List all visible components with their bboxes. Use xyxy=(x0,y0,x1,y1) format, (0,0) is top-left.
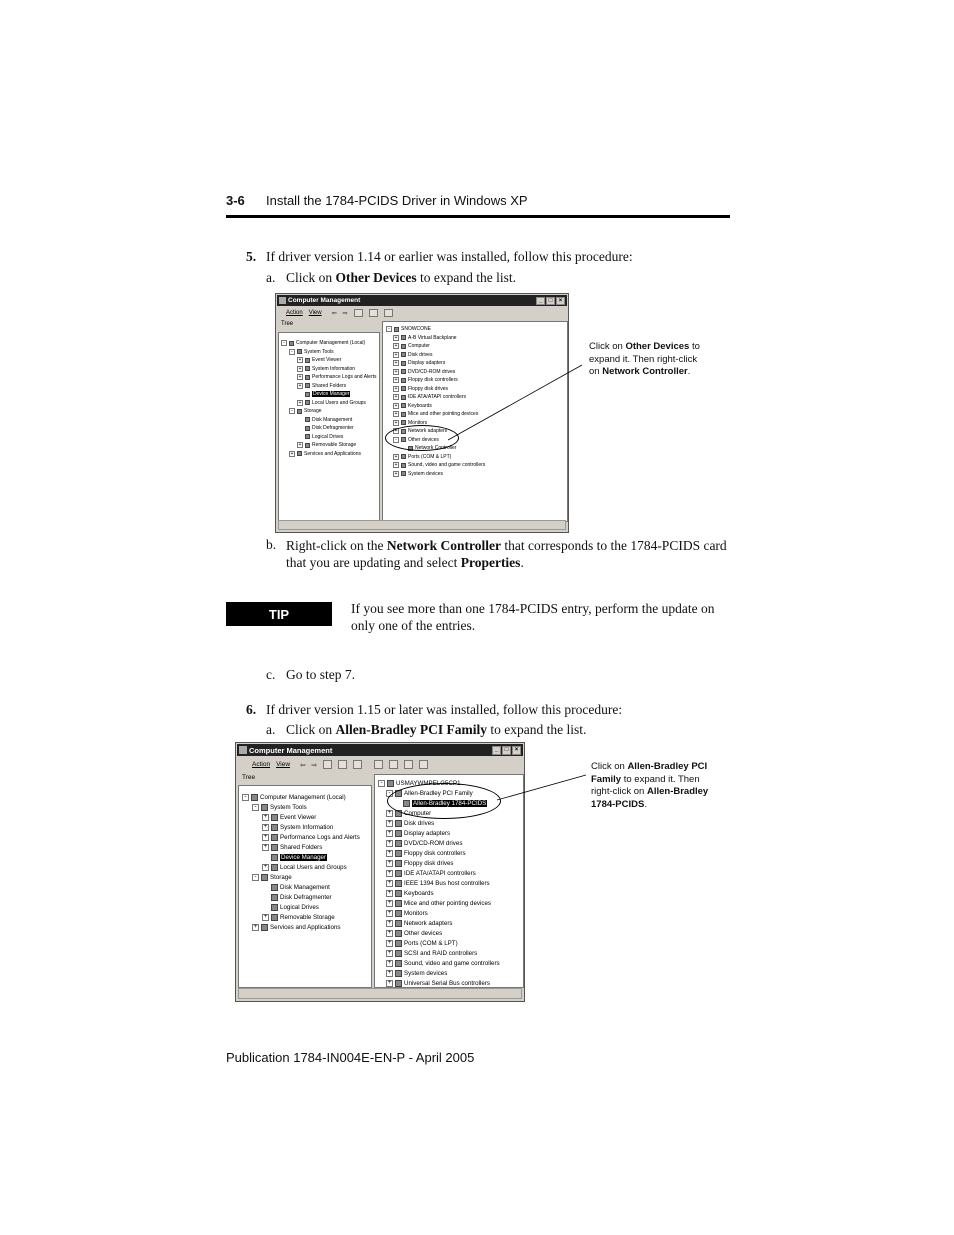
tree-item-label: System Information xyxy=(280,823,334,831)
tree-item-label: Disk Defragmenter xyxy=(280,893,332,901)
step-6-text: If driver version 1.15 or later was installed, follow this procedure: xyxy=(266,702,623,717)
step-5c-text: Go to step 7. xyxy=(286,667,355,682)
expand-icon[interactable]: + xyxy=(298,374,302,381)
page-number: 3-6 xyxy=(226,193,245,208)
tree-item-label: Disk Management xyxy=(312,416,353,423)
expand-icon[interactable]: + xyxy=(394,360,398,367)
tree-item-label: Network adapters xyxy=(408,428,448,435)
tree-item-label: Ports (COM & LPT) xyxy=(404,939,458,947)
tree-item-label: Computer xyxy=(408,343,430,350)
tree-item-label: Keyboards xyxy=(408,402,432,409)
tree-item-label: Display adapters xyxy=(408,360,446,367)
expand-icon[interactable]: + xyxy=(290,450,294,457)
expand-icon[interactable]: + xyxy=(387,939,392,946)
expand-icon[interactable]: + xyxy=(394,343,398,350)
expand-icon[interactable]: + xyxy=(253,923,258,930)
window-1-title: Computer Management xyxy=(288,297,361,304)
expand-icon[interactable]: + xyxy=(394,385,398,392)
menu-action[interactable]: Action xyxy=(252,761,271,768)
tree-item-label: Device Manager xyxy=(313,391,350,398)
tab-tree[interactable]: Tree xyxy=(242,774,256,781)
expand-icon[interactable]: + xyxy=(387,949,392,956)
expand-icon[interactable]: + xyxy=(298,365,302,372)
expand-icon[interactable]: + xyxy=(387,969,392,976)
forward-icon[interactable]: ⇨ xyxy=(342,310,348,317)
expand-icon[interactable]: + xyxy=(263,813,268,820)
tree-item-label: SNOWCONE xyxy=(401,326,431,333)
tree-item-label: Removable Storage xyxy=(280,913,335,921)
collapse-icon[interactable]: - xyxy=(289,408,295,414)
tree-item-label: Computer Management (Local) xyxy=(296,340,366,347)
close-icon[interactable]: × xyxy=(556,297,565,305)
expand-icon[interactable]: + xyxy=(394,334,398,341)
collapse-icon[interactable]: - xyxy=(386,790,393,797)
step-5-number: 5. xyxy=(246,249,257,264)
tree-item-label: Storage xyxy=(270,873,292,881)
expand-icon[interactable]: + xyxy=(263,823,268,830)
forward-icon[interactable]: ⇨ xyxy=(311,761,317,769)
tree-item-label: Event Viewer xyxy=(312,357,342,364)
step-6a-text: Click on Allen-Bradley PCI Family to expand the list. xyxy=(286,722,587,737)
tree-item-label: Universal Serial Bus controllers xyxy=(404,979,490,987)
callout-2: Click on Allen-Bradley PCI Family to expand it. Then right-click on Allen-Bradley 1784-PCIDS. xyxy=(591,761,709,810)
callout-2-leader xyxy=(497,775,586,800)
expand-icon[interactable]: + xyxy=(394,411,398,418)
collapse-icon[interactable]: - xyxy=(378,780,385,787)
tree-item-label: IDE ATA/ATAPI controllers xyxy=(408,394,466,401)
collapse-icon[interactable]: - xyxy=(242,794,249,801)
tip-badge: TIP xyxy=(226,602,332,626)
collapse-icon[interactable]: - xyxy=(289,349,295,355)
expand-icon[interactable]: + xyxy=(394,453,398,460)
tree-item-label: Allen-Bradley 1784-PCIDS xyxy=(413,799,487,807)
maximize-icon[interactable]: □ xyxy=(546,297,555,305)
tree-item-label: Display adapters xyxy=(404,829,451,837)
expand-icon[interactable]: + xyxy=(394,351,398,358)
tree-item-label: Sound, video and game controllers xyxy=(404,959,500,967)
expand-icon[interactable]: + xyxy=(394,470,398,477)
expand-icon[interactable]: + xyxy=(387,979,392,986)
tree-item-label: Other devices xyxy=(404,929,443,937)
highlight-oval-allen-bradley xyxy=(387,783,501,819)
expand-icon[interactable]: + xyxy=(298,357,302,364)
expand-icon[interactable]: + xyxy=(394,394,398,401)
expand-icon[interactable]: + xyxy=(394,462,398,469)
expand-icon[interactable]: + xyxy=(387,959,392,966)
tree-item-label: Disk drives xyxy=(404,819,435,827)
tree-item-label: Mice and other pointing devices xyxy=(408,411,479,418)
tree-item-label: Removable Storage xyxy=(312,442,357,449)
expand-icon[interactable]: + xyxy=(387,929,392,936)
footer-publication: Publication 1784-IN004E-EN-P - April 2005 xyxy=(226,1050,475,1065)
tree-item-label: Sound, video and game controllers xyxy=(408,462,486,469)
tree-item-label: Services and Applications xyxy=(304,450,361,457)
tree-item-label: Keyboards xyxy=(404,889,434,897)
tree-item-label: Event Viewer xyxy=(280,813,317,821)
step-6-number: 6. xyxy=(246,702,257,717)
expand-icon[interactable]: + xyxy=(387,889,392,896)
expand-icon[interactable]: + xyxy=(263,913,268,920)
tree-item-label: Device Manager xyxy=(281,853,327,861)
expand-icon[interactable]: + xyxy=(394,368,398,375)
tree-item-label: Monitors xyxy=(404,909,428,917)
tree-item-label: System Tools xyxy=(270,803,307,811)
highlight-oval-other-devices xyxy=(385,425,459,451)
tree-item-label: IDE ATA/ATAPI controllers xyxy=(404,869,476,877)
menu-view[interactable]: View xyxy=(276,761,291,768)
step-5a-text: Click on Other Devices to expand the list. xyxy=(286,270,516,285)
tree-item-label: Floppy disk controllers xyxy=(408,377,458,384)
expand-icon[interactable]: + xyxy=(387,859,392,866)
step-5-text: If driver version 1.14 or earlier was installed, follow this procedure: xyxy=(266,249,633,264)
page-header-title: Install the 1784-PCIDS Driver in Windows XP xyxy=(266,193,528,208)
tree-item-label: Local Users and Groups xyxy=(280,863,347,871)
tree-item-label: Floppy disk drives xyxy=(404,859,454,867)
tree-item-label: Storage xyxy=(304,408,322,415)
collapse-icon[interactable]: - xyxy=(386,326,392,332)
tree-item-label: Allen-Bradley PCI Family xyxy=(404,789,473,797)
callout-1-leader xyxy=(448,365,582,440)
step-5b-marker: b. xyxy=(266,537,277,552)
expand-icon[interactable]: + xyxy=(394,428,398,435)
expand-icon[interactable]: + xyxy=(387,849,392,856)
step-5b-text: Right-click on the Network Controller that corresponds to the 1784-PCIDS card that you are updating and select Properties. xyxy=(286,538,727,570)
tree-item-label: SCSI and RAID controllers xyxy=(404,949,478,957)
menu-action[interactable]: Action xyxy=(286,310,303,316)
tree-item-label: Other devices xyxy=(408,436,439,443)
tree-item-label: System devices xyxy=(408,470,444,477)
tree-item-label: Computer Management (Local) xyxy=(260,793,346,801)
tree-item-label: DVD/CD-ROM drives xyxy=(408,368,456,375)
tree-item-label: Network Controller xyxy=(415,445,457,452)
tree-item-label: DVD/CD-ROM drives xyxy=(404,839,463,847)
minimize-icon[interactable]: _ xyxy=(492,746,501,755)
tree-item-label: Logical Drives xyxy=(312,433,344,440)
step-5c-marker: c. xyxy=(266,667,276,682)
tree-item-label: Monitors xyxy=(408,419,428,426)
tree-item-label: Disk drives xyxy=(408,351,433,358)
back-icon[interactable]: ⇦ xyxy=(300,761,306,769)
tip-text: If you see more than one 1784-PCIDS entry, perform the update on only one of the entries. xyxy=(351,601,715,633)
back-icon[interactable]: ⇦ xyxy=(331,310,337,317)
collapse-icon[interactable]: - xyxy=(393,437,399,443)
tree-item-label: Computer xyxy=(404,809,432,817)
expand-icon[interactable]: + xyxy=(387,829,392,836)
close-icon[interactable]: × xyxy=(512,746,521,755)
collapse-icon[interactable]: - xyxy=(252,804,259,811)
expand-icon[interactable]: + xyxy=(387,919,392,926)
expand-icon[interactable]: + xyxy=(298,399,302,406)
tree-item-label: Services and Applications xyxy=(270,923,341,931)
collapse-icon[interactable]: - xyxy=(252,874,259,881)
expand-icon[interactable]: + xyxy=(387,809,392,816)
tree-item-label: Local Users and Groups xyxy=(312,399,366,406)
tab-tree[interactable]: Tree xyxy=(281,321,294,327)
expand-icon[interactable]: + xyxy=(387,869,392,876)
expand-icon[interactable]: + xyxy=(298,382,302,389)
tree-item-label: Performance Logs and Alerts xyxy=(312,374,377,381)
tree-item-label: Ports (COM & LPT) xyxy=(408,453,452,460)
minimize-icon[interactable]: _ xyxy=(536,297,545,305)
tree-item-label: Performance Logs and Alerts xyxy=(280,833,360,841)
expand-icon[interactable]: + xyxy=(387,819,392,826)
menu-view[interactable]: View xyxy=(308,310,322,316)
expand-icon[interactable]: + xyxy=(387,839,392,846)
window-2-title: Computer Management xyxy=(249,745,333,755)
expand-icon[interactable]: + xyxy=(394,402,398,409)
tree-item-label: Mice and other pointing devices xyxy=(404,899,492,907)
step-5a-marker: a. xyxy=(266,270,276,285)
maximize-icon[interactable]: □ xyxy=(502,746,511,755)
tree-item-label: Network adapters xyxy=(404,919,453,927)
expand-icon[interactable]: + xyxy=(394,377,398,384)
tree-item-label: System devices xyxy=(404,969,448,977)
expand-icon[interactable]: + xyxy=(387,899,392,906)
tree-item-label: Floppy disk drives xyxy=(408,385,449,392)
expand-icon[interactable]: + xyxy=(387,909,392,916)
tree-item-label: A-B Virtual Backplane xyxy=(408,334,457,341)
tree-item-label: System Information xyxy=(312,365,356,372)
tree-item-label: Shared Folders xyxy=(280,843,323,851)
callout-1: Click on Other Devices to expand it. Then right-click on Network Controller. xyxy=(589,341,700,377)
step-6a-marker: a. xyxy=(266,722,276,737)
collapse-icon[interactable]: - xyxy=(281,340,287,346)
expand-icon[interactable]: + xyxy=(387,879,392,886)
tree-item-label: Shared Folders xyxy=(312,382,347,389)
tree-item-label: System Tools xyxy=(304,348,334,355)
tree-item-label: Floppy disk controllers xyxy=(404,849,466,857)
expand-icon[interactable]: + xyxy=(263,833,268,840)
tree-item-label: Logical Drives xyxy=(280,903,319,911)
expand-icon[interactable]: + xyxy=(263,843,268,850)
tree-item-label: Disk Defragmenter xyxy=(312,425,354,432)
expand-icon[interactable]: + xyxy=(263,863,268,870)
tree-item-label: IEEE 1394 Bus host controllers xyxy=(404,879,490,887)
tree-item-label: USMAYWMPELG5CP1 xyxy=(396,779,461,787)
expand-icon[interactable]: + xyxy=(394,419,398,426)
expand-icon[interactable]: + xyxy=(298,442,302,449)
tree-item-label: Disk Management xyxy=(280,883,330,891)
